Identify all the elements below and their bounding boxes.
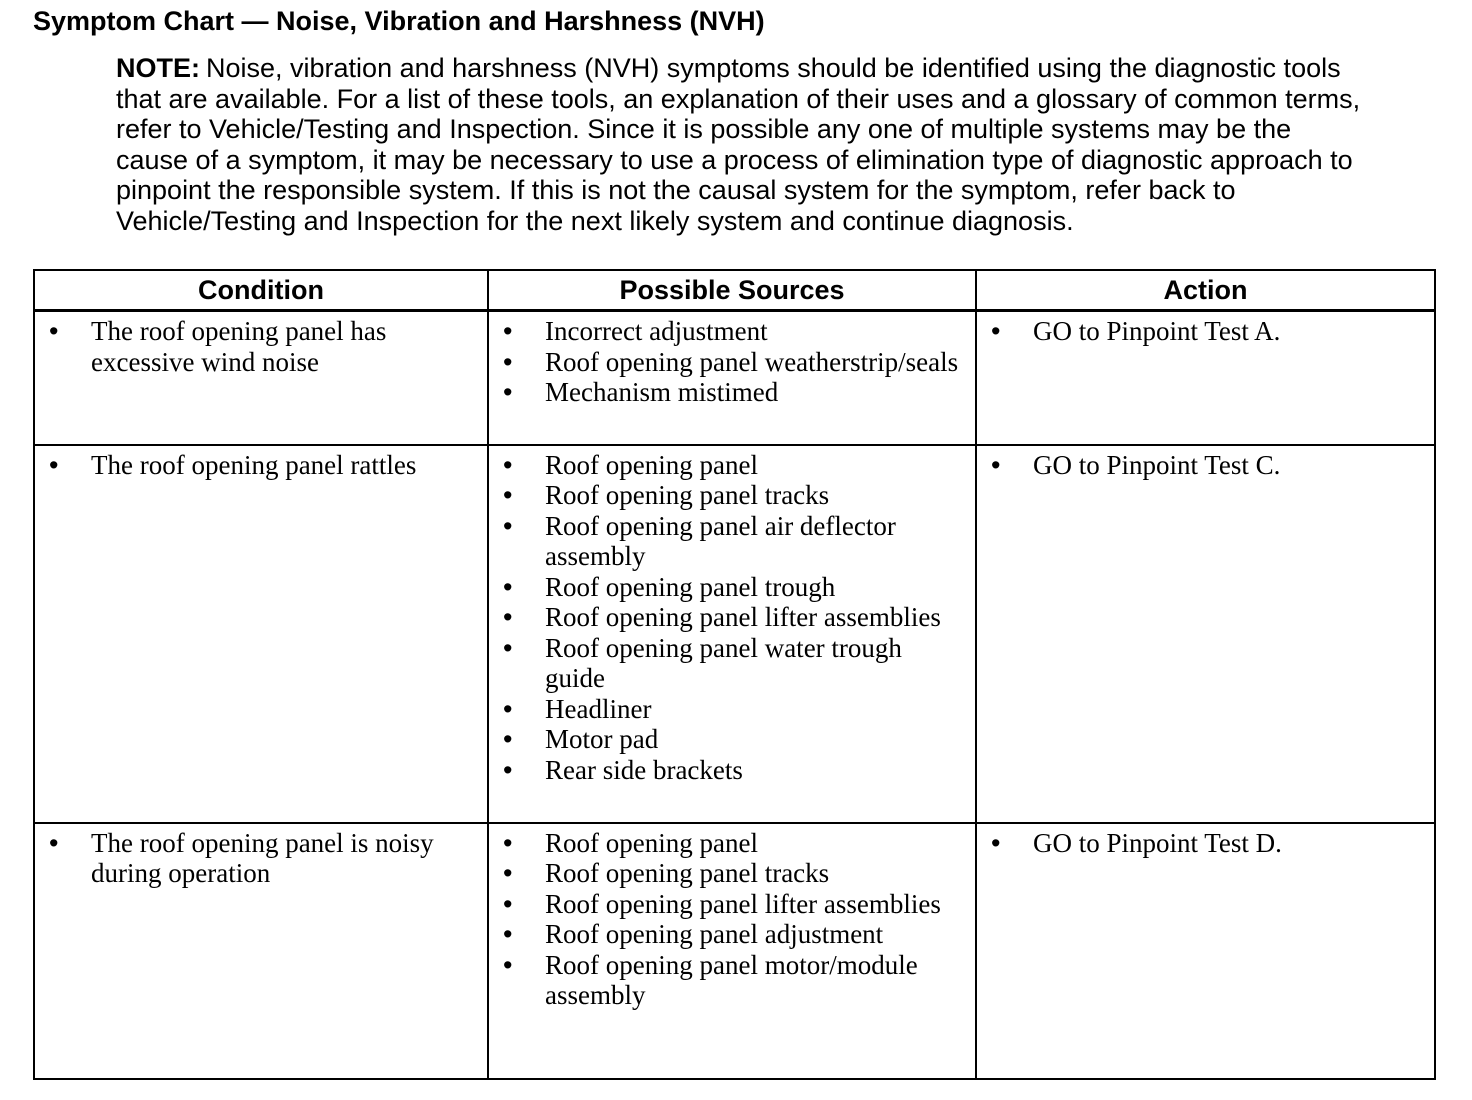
header-condition: Condition [34, 270, 488, 311]
list-item: • Motor pad [499, 724, 967, 755]
note-label: NOTE: [116, 53, 200, 83]
list-item: • Roof opening panel lifter assemblies [499, 602, 967, 633]
condition-cell [34, 445, 488, 823]
list-item: • The roof opening panel has excessive wind noise [45, 316, 479, 377]
symptom-table [33, 269, 1436, 1080]
list-item: • Roof opening panel [499, 828, 967, 859]
sources-cell [488, 823, 976, 1079]
action-cell [976, 311, 1435, 445]
sources-list [499, 450, 967, 786]
list-item: • Roof opening panel weatherstrip/seals [499, 347, 967, 378]
action-cell [976, 445, 1435, 823]
list-item: • Roof opening panel trough [499, 572, 967, 603]
list-item: • GO to Pinpoint Test A. [987, 316, 1426, 347]
sources-list [499, 316, 967, 408]
list-item: • Roof opening panel motor/module assembly [499, 950, 967, 1011]
action-cell [976, 823, 1435, 1079]
list-item: • Roof opening panel air deflector assembly [499, 511, 967, 572]
sources-cell [488, 445, 976, 823]
condition-list [45, 828, 479, 889]
list-item: • Roof opening panel tracks [499, 858, 967, 889]
header-possible-sources: Possible Sources [488, 270, 976, 311]
table-row [34, 823, 1435, 1079]
condition-cell [34, 311, 488, 445]
table-row [34, 445, 1435, 823]
list-item: • Roof opening panel adjustment [499, 919, 967, 950]
list-item: • Roof opening panel tracks [499, 480, 967, 511]
sources-list [499, 828, 967, 1011]
table-header-row [34, 270, 1435, 311]
note-paragraph [116, 53, 1366, 236]
list-item: • Rear side brackets [499, 755, 967, 786]
condition-list [45, 316, 479, 377]
list-item: • Mechanism mistimed [499, 377, 967, 408]
list-item: • Roof opening panel lifter assemblies [499, 889, 967, 920]
table-row [34, 311, 1435, 445]
list-item: • Headliner [499, 694, 967, 725]
list-item: • Roof opening panel water trough guide [499, 633, 967, 694]
condition-cell [34, 823, 488, 1079]
list-item: • GO to Pinpoint Test D. [987, 828, 1426, 859]
list-item: • Roof opening panel [499, 450, 967, 481]
list-item: • The roof opening panel is noisy during operation [45, 828, 479, 889]
action-list [987, 828, 1426, 859]
note-text: Noise, vibration and harshness (NVH) symptoms should be identified using the diagnostic tools that are available. For a list of these tools, an explanation of their uses and a glossary of common terms, refer to Vehicle/Testing and Inspection. Since it is possible any one of multiple systems may be the cause of a symptom, it may be necessary to use a process of elimination type of diagnostic approach to pinpoint the responsible system. If this is not the causal system for the symptom, refer back to Vehicle/Testing and Inspection for the next likely system and continue diagnosis. [116, 53, 1361, 236]
list-item: • Incorrect adjustment [499, 316, 967, 347]
action-list [987, 450, 1426, 481]
action-list [987, 316, 1426, 347]
list-item: • GO to Pinpoint Test C. [987, 450, 1426, 481]
header-action: Action [976, 270, 1435, 311]
condition-list [45, 450, 479, 481]
sources-cell [488, 311, 976, 445]
list-item: • The roof opening panel rattles [45, 450, 479, 481]
page-title: Symptom Chart — Noise, Vibration and Harshness (NVH) [33, 6, 765, 36]
